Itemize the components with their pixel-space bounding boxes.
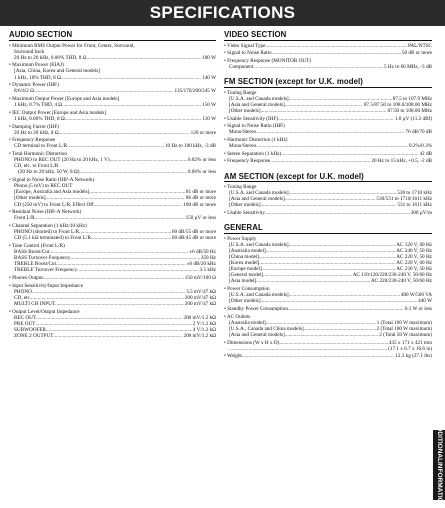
leader-dots [261,108,387,114]
spec-label: [Asia, China, Korea and General models] [14,68,100,75]
leader-dots [288,306,404,312]
spec-label: [Asia and General models] [229,196,285,203]
spec-item [224,123,432,135]
spec-label: • Residual Noise (IHF-A Network) [9,209,82,216]
spec-value: 50 dB or more [401,50,432,57]
spec-item [224,353,432,359]
spec-item [9,283,216,307]
spec-label: Mono/Stereo [229,143,257,150]
spec-item [9,96,216,108]
spec-value: 2 V/1.2 kΩ [192,320,216,327]
spec-line [9,301,216,307]
spec-value: 140 W [202,74,216,81]
spec-line [9,102,216,108]
spec-value: 200 mV/47 kΩ [184,294,216,301]
spec-label: 20 Hz to 20 kHz, 0.06% THD, 8 Ω [14,54,87,61]
spec-label: • Tuning Range [224,89,257,96]
spec-item [224,50,432,56]
spec-label: 8/6/4/2 Ω [14,88,34,95]
spec-label: 1 kHz, 0.06% THD, 8 Ω [14,115,65,122]
spec-line [224,108,432,114]
spec-value: 1 (Total 100 W maximum) [376,319,432,326]
leader-dots [43,275,184,281]
spec-label: • IEC Output Power [Europe and Asia models] [9,109,107,116]
spec-value: 2 (Total 50 W maximum) [379,331,432,338]
spec-label: [Europe model] [229,266,262,273]
spec-line [9,130,216,136]
spec-label: [General model] [229,272,264,279]
spec-label: • Damping Factor (IHF) [9,123,60,130]
spec-item [224,158,432,164]
spec-value: (17.1 x 6.7 x 16.6 in) [388,345,432,352]
spec-value: 76 dB/70 dB [405,129,432,136]
spec-label: [Asia model] [229,278,257,285]
spec-line [9,275,216,281]
spec-item [9,124,216,136]
spec-item [224,236,432,285]
spec-item [224,43,432,49]
spec-value: 135/170/200/245 W [174,88,216,95]
spec-value: 150 µV or less [185,215,216,222]
spec-label: Front L/R [14,215,35,222]
spec-label: [Other models] [14,195,46,202]
spec-value: 350 Hz [200,255,216,262]
spec-label: [U.S.A. and Canada models] [229,190,289,197]
spec-label: BASS Boost/Cut [14,248,50,255]
spec-label: • Dimensions (W x H x D) [224,339,280,346]
spec-label: • Dynamic Power (IHF) [9,82,59,89]
spec-label: CD (5.1 kΩ terminated) to Front L/R [14,235,91,242]
spec-label: BASS Turnover Frequency [14,255,71,262]
section-heading: FM SECTION (except for U.K. model) [224,77,432,88]
spec-label: • Signal to Noise Ratio (IHF-A Network) [9,177,95,184]
spec-label: • Tone Control (Front L/R) [9,242,65,249]
spec-label: [U.S.A., Canada and China models] [229,325,304,332]
leader-dots [265,210,410,216]
section-heading: AUDIO SECTION [9,30,216,41]
spec-label: Mono/Stereo [229,129,257,136]
spec-line [9,143,216,149]
spec-value: AC 220/230-240 V, 50/60 Hz [370,278,432,285]
spec-line [224,129,432,135]
spec-label: 1 kHz, 0.7% THD, 4 Ω [14,102,63,109]
spec-line [224,116,432,122]
leader-dots [265,43,407,49]
spec-label: 1 kHz, 10% THD, 8 Ω [14,74,61,81]
leader-dots [94,202,183,208]
spec-label: • Standby Power Consumption [224,305,288,312]
spec-label: [U.S.A. and Canada models] [229,241,289,248]
spec-label: [Korea model] [229,260,260,266]
spec-item [9,209,216,221]
leader-dots [256,143,408,149]
spec-item [224,286,432,304]
spec-label: • Signal to Noise Ratio [224,50,272,57]
spec-item [9,137,216,149]
spec-label: • Stereo Separation (1 kHz) [224,150,282,157]
spec-value: 87.5 to 107.9 MHz [392,95,432,102]
spec-label: • Minimum RMS Output Power for Front, Center, Surround, [9,42,135,49]
spec-value: AC 110/120/220/230-240 V, 50/60 Hz [352,272,432,279]
spec-line [224,306,432,312]
spec-label: Component [229,63,254,70]
spec-line [224,202,432,208]
spec-value: ±6 dB/20 kHz [186,261,216,268]
spec-label: SUBWOOFER [14,326,46,333]
spec-value: AC 240 V, 50 Hz [396,247,432,254]
spec-value: 200 mV/1.2 kΩ [183,332,216,339]
spec-value: 60 dB/55 dB or more [171,229,216,236]
spec-item [9,43,216,61]
spec-label: [Asia and General models] [229,101,285,108]
side-tab-line1: ADDITIONAL [436,422,443,463]
spec-line [224,332,432,338]
spec-value: 100 dB or more [183,201,216,208]
spec-value: 440 W [418,298,432,305]
spec-value: 1.0 µV (11.2 dBf) [394,115,432,122]
spec-value: 0.1 W or less [404,305,432,312]
leader-dots [261,298,418,304]
spec-item [224,184,432,208]
spec-label: • Frequency Response [224,158,271,165]
spec-line [224,151,432,157]
leader-dots [272,50,401,56]
spec-value: 20 Hz to 15 kHz, +0.5, -2 dB [371,158,432,165]
section-heading: AM SECTION (except for U.K. model) [224,172,432,183]
spec-line [224,158,432,164]
spec-label: [Australia model] [229,247,266,254]
spec-line [9,116,216,122]
spec-label: • Phones Output [9,274,43,281]
spec-label: • Usable Sensitivity (IHF) [224,115,279,122]
spec-label: • Maximum Output Power [Europe and Asia models] [9,96,120,103]
leader-dots [53,333,182,339]
spec-line [9,215,216,221]
spec-item [224,90,432,114]
spec-value: 0.02% or less [187,157,216,164]
leader-dots [80,169,187,175]
spec-item [9,151,216,175]
spec-label: PHONO (shorted) to Front L/R [14,229,80,236]
spec-value: 60 dB/45 dB or more [171,235,216,242]
spec-item [9,177,216,207]
leader-dots [110,157,187,163]
leader-dots [67,143,164,149]
leader-dots [278,116,394,122]
spec-label: CD, etc. [14,294,32,301]
spec-value: 42 dB [419,150,432,157]
spec-value: 81 dB or more [185,189,216,196]
spec-label: [U.S.A. and Canada models] [229,95,289,102]
spec-label: [China model] [229,253,260,260]
spec-value: 531 to 1611 kHz [397,202,432,209]
spec-item [9,62,216,80]
spec-label: • Signal to Noise Ratio (IHF) [224,123,285,130]
spec-label: [Asia and General models] [229,331,285,338]
spec-line [224,298,432,304]
spec-label: REC OUT [14,314,37,321]
right-column [224,30,432,361]
spec-label: • Tuning Range [224,184,257,191]
spec-label: [Australia model] [229,319,266,326]
spec-value: 87.50 to 108.00 MHz [387,107,432,114]
leader-dots [65,116,202,122]
spec-line [224,278,432,284]
spec-label: CD (250 mV) to Front L/R, Effect Off [14,201,94,208]
leader-dots [256,129,404,135]
spec-label: Surround back [14,48,45,55]
spec-value: 12.3 kg (27.1 lbs) [395,353,432,360]
spec-value: 150 mV/100 Ω [184,274,216,281]
spec-value: 3.5 kHz [199,267,216,274]
spec-item [224,151,432,157]
spec-value: 0.2%/0.3% [408,143,432,150]
leader-dots [34,88,174,94]
spec-line [224,43,432,49]
spec-value: AC 220 V, 50 Hz [396,253,432,260]
leader-dots [256,278,370,284]
spec-value: 530/531 to 1710/1611 kHz [376,196,432,203]
spec-label: [Europe, Australia and Asia models] [14,189,90,196]
leader-dots [62,102,201,108]
section-heading: GENERAL [224,223,432,234]
spec-line [224,346,432,352]
spec-item [9,223,216,241]
spec-label: Phono (5 mV) to REC OUT [14,183,73,190]
spec-value: 100 W [202,54,216,61]
spec-line [224,50,432,56]
spec-line [9,169,216,175]
spec-item [9,275,216,281]
spec-label: [Other models] [229,107,261,114]
spec-label: [Other models] [229,298,261,305]
side-tab-line2: INFORMATION [436,462,443,508]
spec-value: AC 220 V, 60 Hz [396,260,432,266]
spec-label: ZONE 2 OUTPUT [14,332,54,339]
spec-line [9,202,216,208]
spec-line [224,143,432,149]
spec-label: • Maximum Power (EIAJ) [9,62,64,69]
spec-value: AC 230 V, 50 Hz [396,266,432,273]
spec-label: • Harmonic Distortion (1 kHz) [224,137,288,143]
spec-label: • Weight [224,353,242,360]
spec-line [9,55,216,61]
spec-label: [Other models] [229,202,261,209]
spec-value: AC 120 V, 60 Hz [396,241,432,248]
spec-line [224,353,432,359]
spec-label: • Total Harmonic Distortion [9,151,67,158]
spec-item [224,340,432,352]
leader-dots [55,301,184,307]
spec-value: 110 W [202,115,216,122]
spec-label: PHONO [14,288,32,295]
spec-label: TREBLE Boost/Cut [14,261,56,268]
leader-dots [77,267,198,273]
spec-value: 300 µV/m [410,210,432,217]
leader-dots [91,235,171,241]
spec-label: • Channel Separation (1 kHz/10 kHz) [9,222,87,229]
spec-value: 150 W [202,102,216,109]
spec-item [224,137,432,149]
spec-item [9,243,216,273]
spec-label: PRE OUT [14,320,36,327]
spec-label: • Frequency Response (MONITOR OUT) [224,57,312,64]
leader-dots [285,332,378,338]
spec-line [9,267,216,273]
leader-dots [59,130,190,136]
spec-label: • Usable Sensitivity [224,210,266,217]
spec-line [224,210,432,216]
spec-label: • Frequency Response [9,137,56,144]
spec-label: CD terminal to Front L/R [14,143,68,150]
spec-value: 200 mV/47 kΩ [184,300,216,307]
spec-value: 200 mV/1.2 kΩ [183,314,216,321]
spec-line [9,88,216,94]
leader-dots [253,64,383,70]
spec-item [9,82,216,94]
spec-line [9,75,216,81]
spec-label: PHONO to REC OUT (20 Hz to 20 kHz, 1 V) [14,157,110,164]
spec-value: 435 x 171 x 421 mm [388,339,432,346]
spec-value: 2 (Total 100 W maximum) [376,325,432,332]
leader-dots [229,346,387,352]
spec-label: • AC Outlets [224,313,251,320]
spec-value: 86 dB or more [185,195,216,202]
leader-dots [87,55,202,61]
leader-dots [281,151,418,157]
spec-value: 120 or more [190,129,216,136]
spec-value: 5 Hz to 60 MHz, -3 dB [384,63,432,70]
leader-dots [261,202,397,208]
page-title: SPECIFICATIONS [0,0,445,26]
spec-value: 400 W/500 VA [400,292,432,299]
spec-label: • Video Signal Type [224,42,266,49]
spec-line [9,235,216,241]
spec-label: CD, etc. to Front L/R [14,163,59,170]
spec-line [224,64,432,70]
leader-dots [242,353,394,359]
section-heading: VIDEO SECTION [224,30,432,41]
left-column [9,30,216,341]
spec-item [224,314,432,338]
spec-value: 4 V/1.2 kΩ [192,326,216,333]
spec-label: • Input Sensitivity/Input Impedance [9,282,83,289]
spec-value: 0.06% or less [187,169,216,176]
spec-item [224,210,432,216]
spec-label: • Power Consumption [224,285,270,292]
spec-value: 530 to 1710 kHz [397,190,432,197]
spec-label: (20 Hz to 20 kHz, 50 W, 8 Ω) [18,169,80,176]
spec-item [224,116,432,122]
spec-value: PAL/NTSC [407,42,432,49]
spec-value: 10 Hz to 100 kHz, -3 dB [164,143,216,150]
spec-item [224,58,432,70]
leader-dots [61,75,201,81]
spec-label: • Power Supply [224,235,257,242]
leader-dots [270,158,370,164]
spec-value: 87.5/87.50 to 108.0/108.00 MHz [363,101,432,108]
spec-label: 20 Hz to 20 kHz, 8 Ω [14,129,59,136]
spec-item [9,110,216,122]
spec-label: TREBLE Turnover Frequency [14,267,78,274]
spec-value: ±6 dB/50 Hz [189,248,216,255]
spec-item [224,306,432,312]
spec-item [9,309,216,339]
spec-value: 3.5 mV/47 kΩ [186,288,216,295]
spec-label: MULTI CH INPUT [14,300,56,307]
spec-line [9,333,216,339]
side-tab[interactable] [433,422,445,508]
leader-dots [35,215,185,221]
spec-label: [U.S.A. and Canada models] [229,292,289,299]
spec-label: • Output Level/Output Impedance [9,308,80,315]
